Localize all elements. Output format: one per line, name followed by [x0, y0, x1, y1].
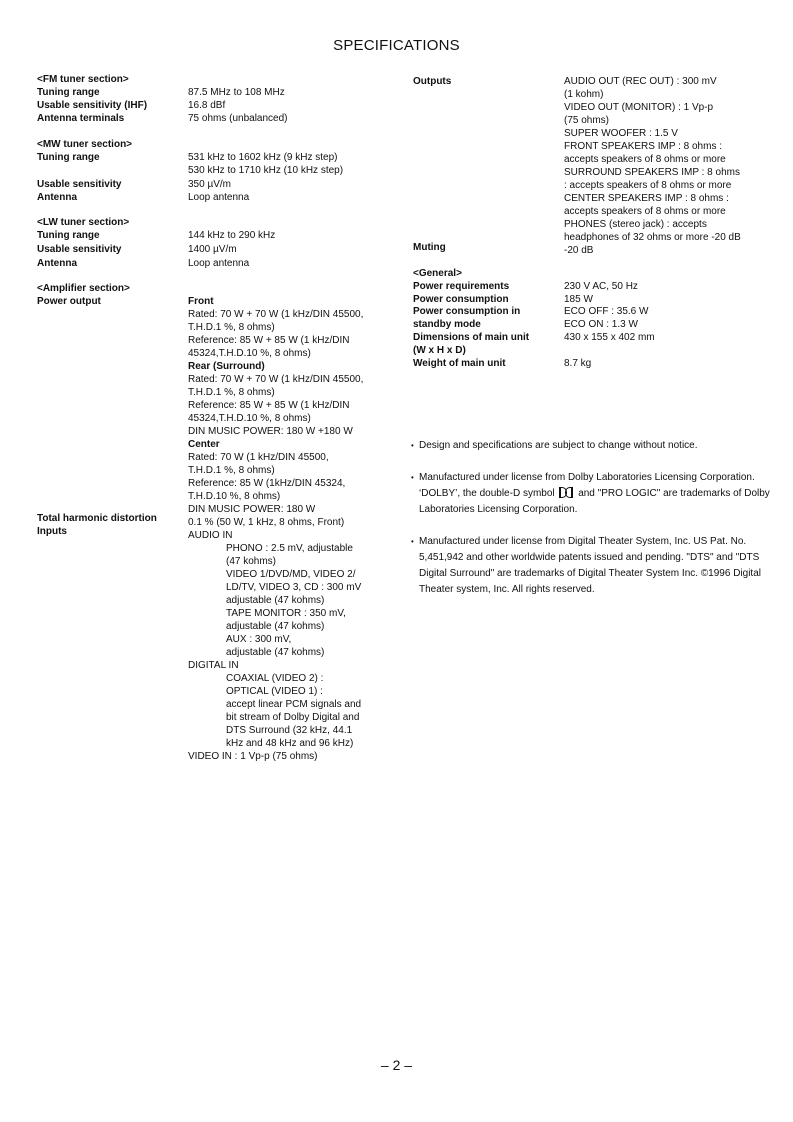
- amp-section-header: <Amplifier section>: [37, 283, 130, 294]
- power-line: Reference: 85 W + 85 W (1 kHz/DIN: [188, 400, 350, 411]
- inputs-line: bit stream of Dolby Digital and: [226, 712, 360, 723]
- note-text: Manufactured under license from Digital Theater System, Inc. US Pat. No. 5,451,942 and other worldwide patents issued and pending. "DTS" and "DTS Digital Surround" are trademarks of Digital Theater System Inc. ©1996 Digital Theater system, Inc. All rights reserved.: [419, 536, 761, 595]
- muting-value: -20 dB: [564, 245, 594, 256]
- outputs-line: PHONES (stereo jack) : accepts: [564, 219, 707, 230]
- bullet-icon: •: [411, 441, 414, 450]
- page-number: – 2 –: [380, 1057, 413, 1073]
- power-cons-value: 185 W: [564, 294, 593, 305]
- inputs-line: kHz and 48 kHz and 96 kHz): [226, 738, 354, 749]
- lw-section-header: <LW tuner section>: [37, 217, 130, 228]
- power-line: Reference: 85 W (1kHz/DIN 45324,: [188, 478, 346, 489]
- inputs-line: LD/TV, VIDEO 3, CD : 300 mV: [226, 582, 362, 593]
- power-req-label: Power requirements: [413, 281, 510, 292]
- general-section-header: <General>: [413, 268, 462, 279]
- outputs-line: SURROUND SPEAKERS IMP : 8 ohms: [564, 167, 740, 178]
- mw-section-header: <MW tuner section>: [37, 139, 133, 150]
- fm-sensitivity-value: 16.8 dBf: [188, 100, 226, 111]
- thd-value: 0.1 % (50 W, 1 kHz, 8 ohms, Front): [188, 517, 345, 528]
- outputs-line: accepts speakers of 8 ohms or more: [564, 206, 726, 217]
- bullet-icon: •: [411, 473, 414, 482]
- inputs-line: (47 kohms): [226, 556, 277, 567]
- note-dts: [411, 534, 771, 598]
- mw-sensitivity-label: Usable sensitivity: [37, 179, 122, 190]
- power-line: Front: [188, 296, 214, 307]
- outputs-line: CENTER SPEAKERS IMP : 8 ohms :: [564, 193, 729, 204]
- outputs-line: VIDEO OUT (MONITOR) : 1 Vp-p: [564, 102, 714, 113]
- outputs-label: Outputs: [413, 76, 452, 87]
- fm-section-header: <FM tuner section>: [37, 74, 129, 85]
- dimensions-label-2: (W x H x D): [413, 345, 466, 356]
- outputs-line: : accepts speakers of 8 ohms or more: [564, 180, 732, 191]
- note-text: ‘DOLBY’, the double-D symbol: [419, 488, 555, 499]
- power-line: T.H.D.1 %, 8 ohms): [188, 322, 275, 333]
- power-line: Reference: 85 W + 85 W (1 kHz/DIN: [188, 335, 350, 346]
- muting-label: Muting: [413, 242, 446, 253]
- dolby-double-d-icon: [559, 487, 573, 497]
- inputs-line: accept linear PCM signals and: [226, 699, 362, 710]
- lw-antenna-value: Loop antenna: [188, 258, 250, 269]
- power-cons-label: Power consumption: [413, 294, 509, 305]
- lw-antenna-label: Antenna: [37, 258, 77, 269]
- thd-label: Total harmonic distortion: [37, 513, 157, 524]
- mw-tuning-value-1: 531 kHz to 1602 kHz (9 kHz step): [188, 152, 338, 163]
- inputs-line: adjustable (47 kohms): [226, 595, 325, 606]
- fm-sensitivity-label: Usable sensitivity (IHF): [37, 100, 148, 111]
- note-design: [411, 438, 771, 454]
- inputs-line: PHONO : 2.5 mV, adjustable: [226, 543, 353, 554]
- lw-tuning-label: Tuning range: [37, 230, 100, 241]
- lw-sensitivity-value: 1400 µV/m: [188, 244, 237, 255]
- inputs-line: OPTICAL (VIDEO 1) :: [226, 686, 323, 697]
- mw-antenna-label: Antenna: [37, 192, 77, 203]
- outputs-line: SUPER WOOFER : 1.5 V: [564, 128, 678, 139]
- bullet-icon: •: [411, 537, 414, 546]
- outputs-line: AUDIO OUT (REC OUT) : 300 mV: [564, 76, 717, 87]
- power-line: DIN MUSIC POWER: 180 W: [188, 504, 316, 515]
- standby-value-1: ECO OFF : 35.6 W: [564, 306, 649, 317]
- inputs-line: VIDEO 1/DVD/MD, VIDEO 2/: [226, 569, 356, 580]
- inputs-label: Inputs: [37, 526, 67, 537]
- notes-block: [411, 438, 771, 614]
- note-text: and "PRO LOGIC" are trademarks of Dolby Laboratories Licensing Corporation.: [419, 488, 770, 515]
- standby-label-2: standby mode: [413, 319, 481, 330]
- standby-value-2: ECO ON : 1.3 W: [564, 319, 638, 330]
- power-line: 45324,T.H.D.10 %, 8 ohms): [188, 348, 311, 359]
- power-output-block: [188, 295, 363, 763]
- inputs-line: AUDIO IN: [188, 530, 233, 541]
- lw-sensitivity-label: Usable sensitivity: [37, 244, 122, 255]
- power-line: 45324,T.H.D.10 %, 8 ohms): [188, 413, 311, 424]
- note-text: Design and specifications are subject to change without notice.: [419, 440, 698, 451]
- inputs-line: VIDEO IN : 1 Vp-p (75 ohms): [188, 751, 318, 762]
- standby-label-1: Power consumption in: [413, 306, 521, 317]
- power-req-value: 230 V AC, 50 Hz: [564, 281, 638, 292]
- note-text: Manufactured under license from Dolby Laboratories Licensing Corporation.: [419, 472, 755, 483]
- mw-tuning-value-2: 530 kHz to 1710 kHz (10 kHz step): [188, 165, 344, 176]
- mw-antenna-value: Loop antenna: [188, 192, 250, 203]
- dimensions-label-1: Dimensions of main unit: [413, 332, 530, 343]
- outputs-line: (75 ohms): [564, 115, 610, 126]
- mw-sensitivity-value: 350 µV/m: [188, 179, 232, 190]
- fm-tuning-value: 87.5 MHz to 108 MHz: [188, 87, 285, 98]
- power-line: T.H.D.1 %, 8 ohms): [188, 465, 275, 476]
- power-line: T.H.D.1 %, 8 ohms): [188, 387, 275, 398]
- power-line: Rear (Surround): [188, 361, 265, 372]
- power-output-label: Power output: [37, 296, 101, 307]
- fm-antenna-value: 75 ohms (unbalanced): [188, 113, 288, 124]
- inputs-line: adjustable (47 kohms): [226, 647, 325, 658]
- power-line: Rated: 70 W + 70 W (1 kHz/DIN 45500,: [188, 374, 364, 385]
- inputs-line: COAXIAL (VIDEO 2) :: [226, 673, 324, 684]
- power-line: Rated: 70 W (1 kHz/DIN 45500,: [188, 452, 329, 463]
- lw-tuning-value: 144 kHz to 290 kHz: [188, 230, 276, 241]
- power-line: DIN MUSIC POWER: 180 W +180 W: [188, 426, 353, 437]
- mw-tuning-label: Tuning range: [37, 152, 100, 163]
- fm-tuning-label: Tuning range: [37, 87, 100, 98]
- power-line: T.H.D.10 %, 8 ohms): [188, 491, 281, 502]
- power-line: Rated: 70 W + 70 W (1 kHz/DIN 45500,: [188, 309, 364, 320]
- outputs-block: [564, 75, 741, 257]
- inputs-line: DTS Surround (32 kHz, 44.1: [226, 725, 353, 736]
- fm-antenna-label: Antenna terminals: [37, 113, 125, 124]
- weight-label: Weight of main unit: [413, 358, 506, 369]
- inputs-line: TAPE MONITOR : 350 mV,: [226, 608, 346, 619]
- weight-value: 8.7 kg: [564, 358, 592, 369]
- outputs-line: FRONT SPEAKERS IMP : 8 ohms :: [564, 141, 723, 152]
- dimensions-value: 430 x 155 x 402 mm: [564, 332, 655, 343]
- note-dolby: [411, 470, 771, 518]
- outputs-line: headphones of 32 ohms or more -20 dB: [564, 232, 741, 243]
- page-title: SPECIFICATIONS: [333, 37, 460, 54]
- inputs-line: AUX : 300 mV,: [226, 634, 292, 645]
- outputs-line: (1 kohm): [564, 89, 604, 100]
- inputs-line: DIGITAL IN: [188, 660, 239, 671]
- outputs-line: accepts speakers of 8 ohms or more: [564, 154, 726, 165]
- inputs-line: adjustable (47 kohms): [226, 621, 325, 632]
- power-line: Center: [188, 439, 220, 450]
